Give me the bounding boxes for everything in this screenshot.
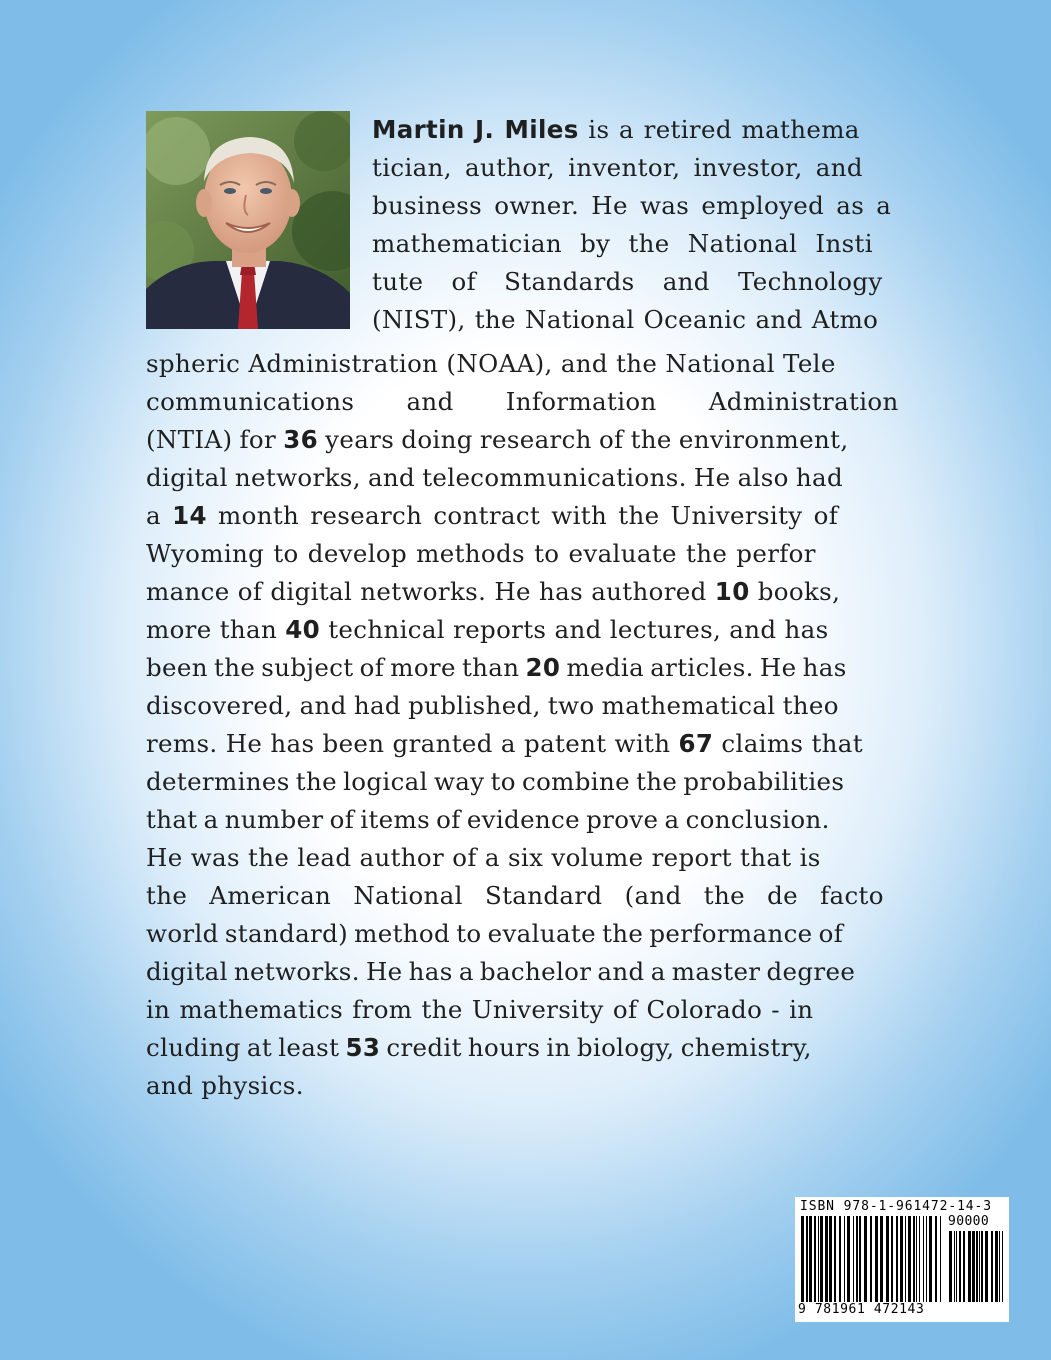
bio-line: digital networks, and telecommunications. He also had bbox=[146, 463, 844, 492]
bio-line: He was the lead author of a six volume report that is bbox=[146, 843, 821, 872]
barcode-bar bbox=[853, 1216, 854, 1302]
barcode-bar bbox=[926, 1216, 927, 1302]
barcode-bar bbox=[818, 1216, 819, 1302]
barcode-bar bbox=[968, 1231, 971, 1302]
bio-line: spheric Administration (NOAA), and the National Tele bbox=[146, 349, 836, 378]
isbn-label: ISBN 978-1-961472-14-3 bbox=[800, 1199, 992, 1214]
bio-line: digital networks. He has a bachelor and a master degree bbox=[146, 957, 856, 986]
barcode-bar bbox=[940, 1216, 941, 1302]
barcode-bar bbox=[806, 1216, 808, 1302]
bio-line: communications and Information Administration bbox=[146, 387, 899, 416]
barcode-bar bbox=[856, 1216, 858, 1302]
barcode-bar bbox=[991, 1231, 993, 1302]
bio-line: that a number of items of evidence prove a conclusion. bbox=[146, 805, 830, 834]
barcode-bar bbox=[972, 1231, 975, 1302]
bio-line: a 14 month research contract with the University of bbox=[146, 501, 839, 530]
barcode-bar bbox=[801, 1216, 804, 1302]
barcode-bar bbox=[949, 1231, 952, 1302]
barcode-bar bbox=[814, 1216, 816, 1302]
barcode-bar bbox=[963, 1231, 965, 1302]
author-name: Martin J. Miles bbox=[372, 115, 579, 144]
barcode-bar bbox=[886, 1216, 889, 1302]
barcode-bar bbox=[935, 1216, 937, 1302]
barcode-bar bbox=[834, 1216, 836, 1302]
barcode-bar bbox=[844, 1216, 845, 1302]
barcode-bar bbox=[985, 1231, 988, 1302]
bio-line: cluding at least 53 credit hours in biology, chemistry, bbox=[146, 1033, 812, 1062]
barcode-bar bbox=[839, 1216, 841, 1302]
barcode-bar bbox=[870, 1216, 872, 1302]
barcode-bar bbox=[847, 1216, 850, 1302]
barcode-bar bbox=[880, 1216, 883, 1302]
barcode-bar bbox=[896, 1216, 898, 1302]
barcode-bar bbox=[929, 1216, 932, 1302]
bio-line: tician, author, inventor, investor, and bbox=[372, 153, 863, 182]
barcode-bar bbox=[919, 1216, 920, 1302]
bio-line: mathematician by the National Insti bbox=[372, 229, 873, 258]
barcode-bar bbox=[1002, 1231, 1003, 1302]
bio-line: (NTIA) for 36 years doing research of the environment, bbox=[146, 425, 849, 454]
bio-line: tute of Standards and Technology bbox=[372, 267, 883, 296]
barcode-bar bbox=[976, 1231, 978, 1302]
barcode-bar bbox=[959, 1231, 961, 1302]
barcode-bar bbox=[905, 1216, 906, 1302]
barcode-bar bbox=[916, 1216, 917, 1302]
barcode-bar bbox=[864, 1216, 867, 1302]
barcode-bar bbox=[891, 1216, 893, 1302]
barcode-bar bbox=[809, 1216, 812, 1302]
barcode-bar bbox=[979, 1231, 980, 1302]
isbn-barcode bbox=[795, 1197, 1009, 1322]
barcode-bar bbox=[923, 1216, 924, 1302]
author-photo bbox=[146, 111, 350, 329]
bio-line: and physics. bbox=[146, 1071, 304, 1100]
bio-line: rems. He has been granted a patent with 67 claims that bbox=[146, 729, 863, 758]
bio-line: more than 40 technical reports and lectures, and has bbox=[146, 615, 829, 644]
bio-line: determines the logical way to combine the probabilities bbox=[146, 767, 845, 796]
barcode-bar bbox=[995, 1231, 998, 1302]
barcode-bar bbox=[820, 1216, 823, 1302]
bio-line: business owner. He was employed as a bbox=[372, 191, 892, 220]
bio-line: Wyoming to develop methods to evaluate the perfor bbox=[146, 539, 816, 568]
bio-line: (NIST), the National Oceanic and Atmo bbox=[372, 305, 879, 334]
barcode-bar bbox=[913, 1216, 915, 1302]
bio-line: been the subject of more than 20 media articles. He has bbox=[146, 653, 847, 682]
barcode-bar bbox=[954, 1231, 955, 1302]
bio-line: in mathematics from the University of Colorado - in bbox=[146, 995, 814, 1024]
barcode-bars-addon bbox=[949, 1231, 1005, 1302]
barcode-bar bbox=[981, 1231, 983, 1302]
bio-line: mance of digital networks. He has authored 10 books, bbox=[146, 577, 841, 606]
barcode-bar bbox=[956, 1231, 957, 1302]
barcode-bar bbox=[859, 1216, 861, 1302]
barcode-bar bbox=[908, 1216, 911, 1302]
barcode-bar bbox=[999, 1231, 1000, 1302]
bio-line: world standard) method to evaluate the performance of bbox=[146, 919, 844, 948]
bio-line: Martin J. Miles is a retired mathema bbox=[372, 115, 860, 144]
barcode-bar bbox=[875, 1216, 878, 1302]
bio-line: discovered, and had published, two mathematical theo bbox=[146, 691, 839, 720]
barcode-bar bbox=[825, 1216, 828, 1302]
barcode-bar bbox=[900, 1216, 903, 1302]
price-code: 90000 bbox=[948, 1214, 990, 1229]
barcode-bar bbox=[829, 1216, 832, 1302]
barcode-bars-main bbox=[801, 1216, 941, 1302]
barcode-digits: 9 781961 472143 bbox=[798, 1302, 925, 1317]
bio-line: the American National Standard (and the de facto bbox=[146, 881, 884, 910]
